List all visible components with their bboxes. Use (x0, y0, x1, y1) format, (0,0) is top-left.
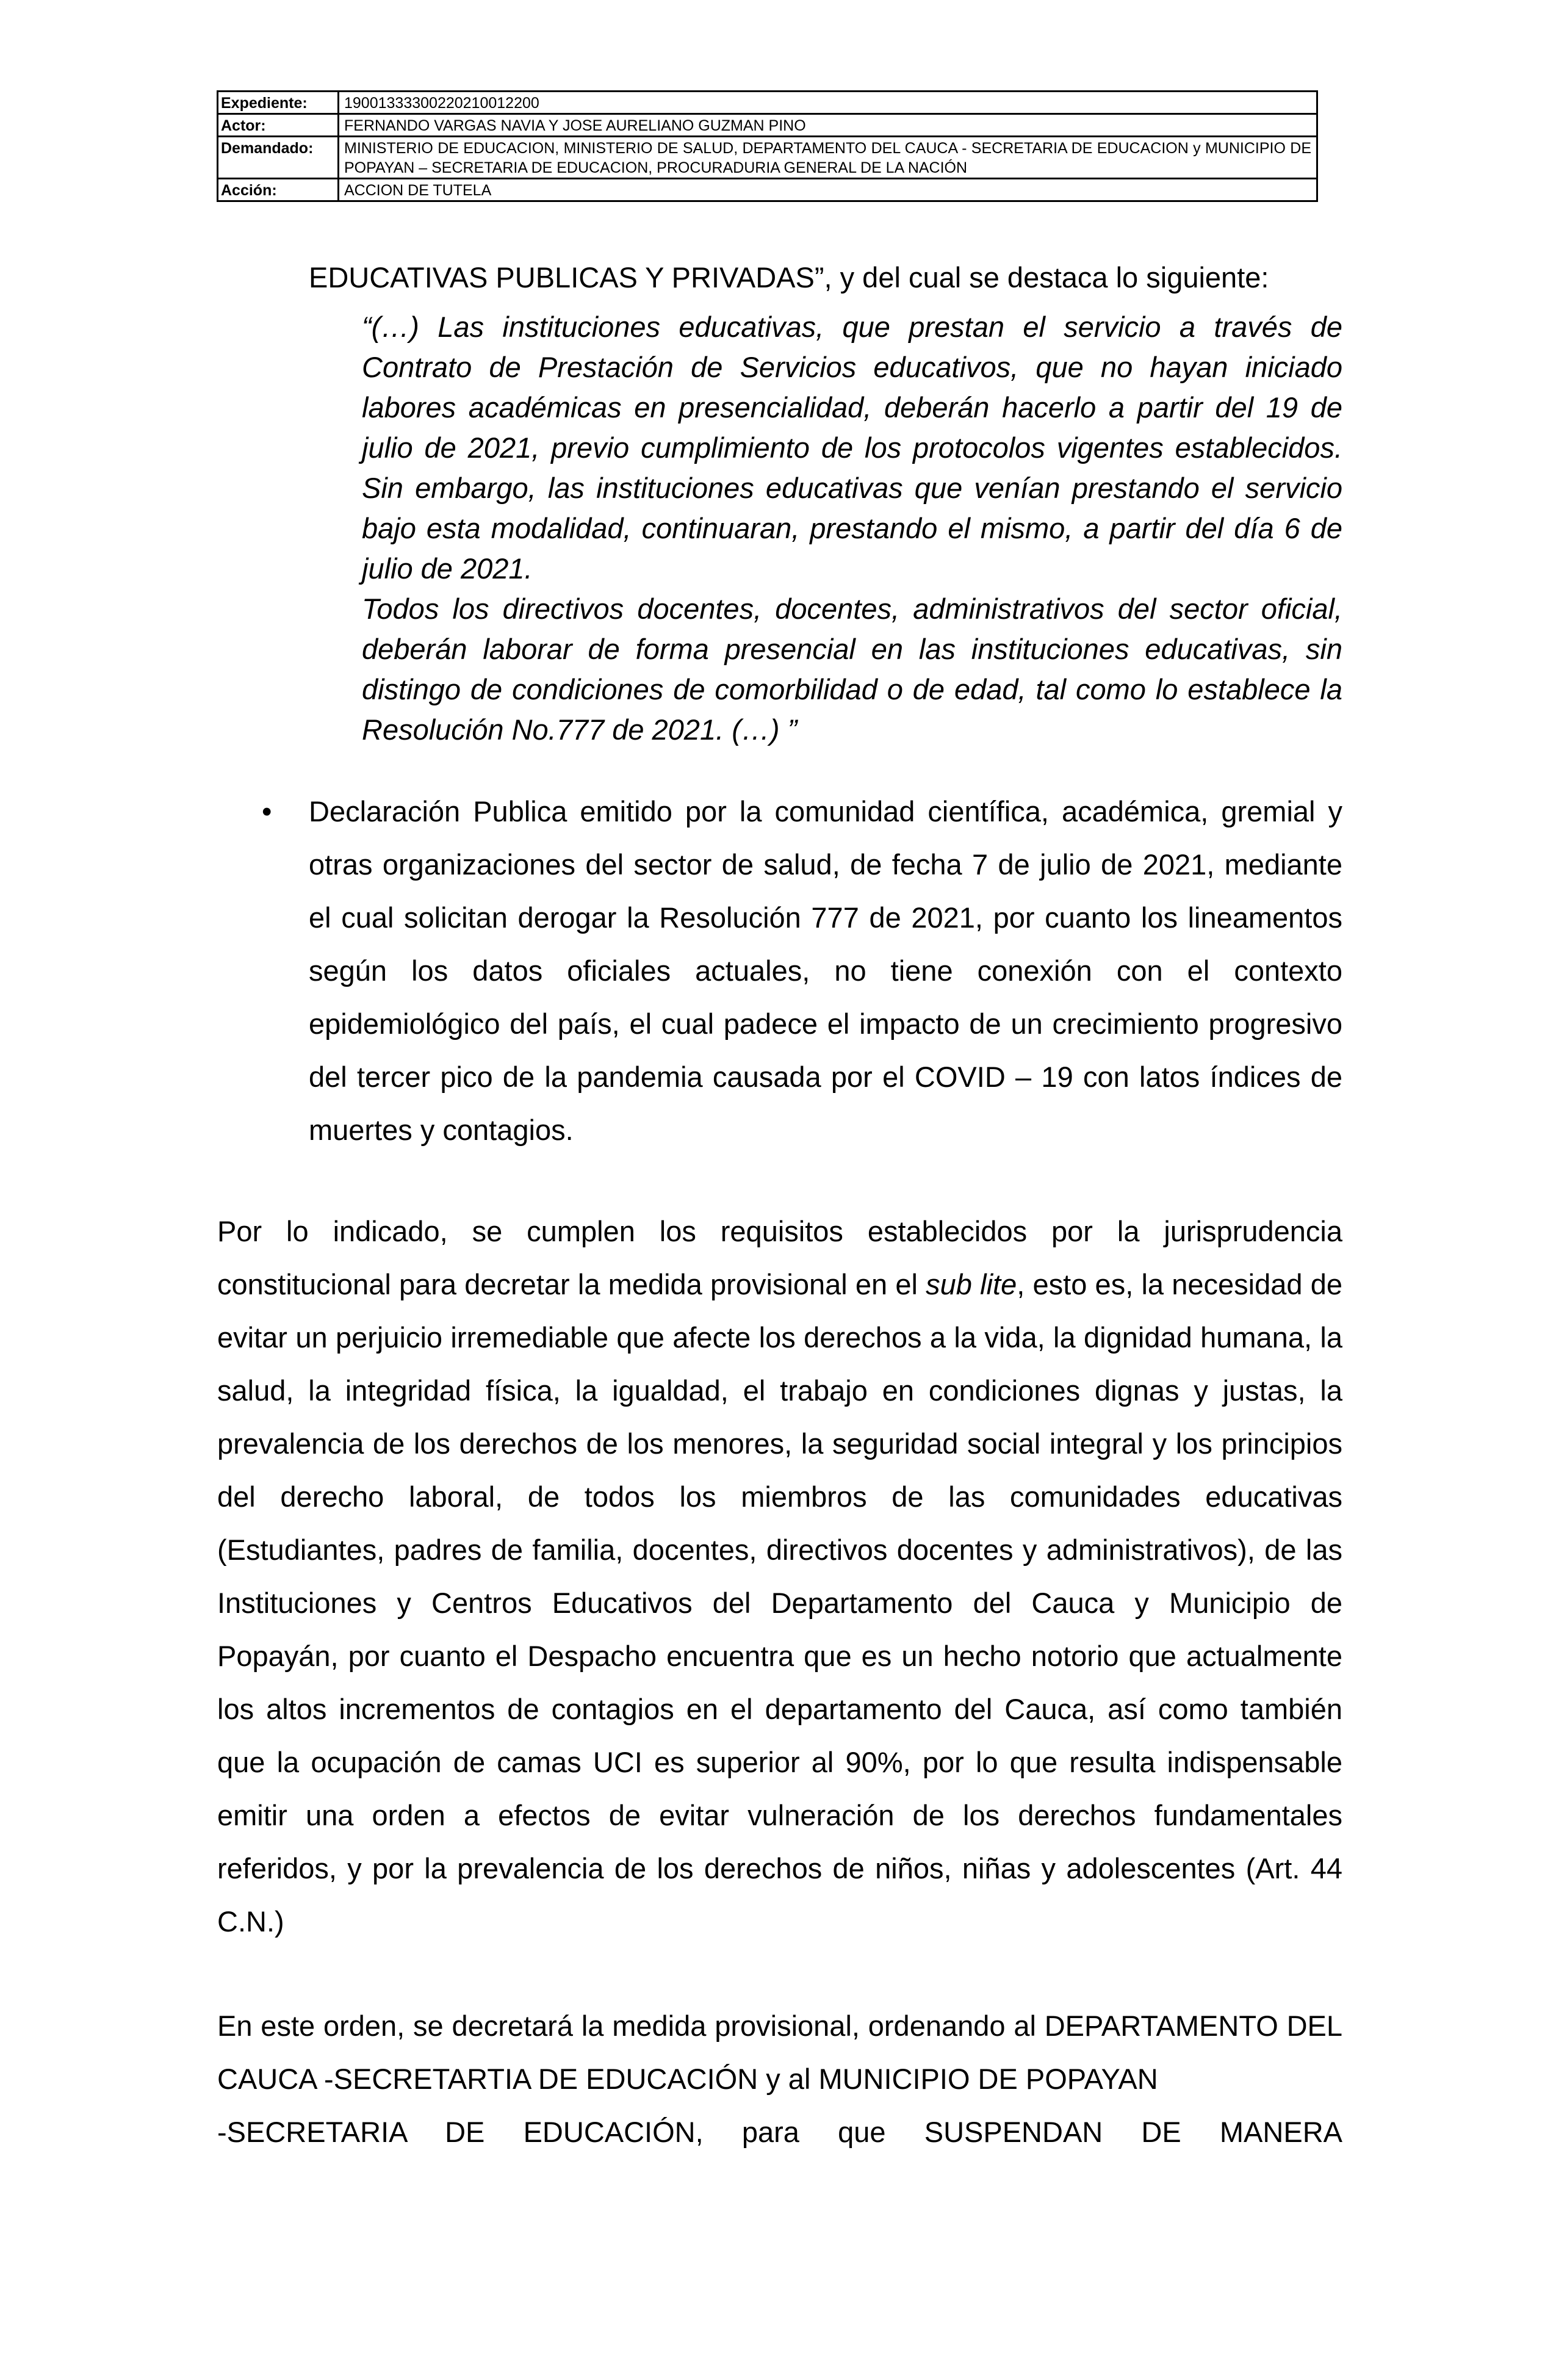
paragraph-requisitos (217, 1205, 1342, 1948)
paragraph-text: En este orden, se decretará la medida provisional, ordenando al DEPARTAMENTO DEL CAUCA -SECRETARTIA DE EDUCACIÓN y al MUNICIPIO DE POPAYAN (217, 2010, 1342, 2095)
expediente-value: 19001333300220210012200 (339, 92, 1317, 114)
paragraph-text: Por lo indicado, se cumplen los requisitos establecidos por la jurisprudencia constitucional para decretar la medida provisional en el (217, 1215, 1342, 1300)
quote-paragraph-1: “(…) Las instituciones educativas, que prestan el servicio a través de Contrato de Prestación de Servicios educativos, que no hayan iniciado labores académicas en presencialidad, deberán hacerlo a partir del 19 de julio de 2021, previo cumplimiento de los protocolos vigentes establecidos. Sin embargo, las instituciones educativas que venían prestando el servicio bajo esta modalidad, continuaran, prestando el mismo, a partir del día 6 de julio de 2021. (362, 311, 1342, 585)
case-header-row (218, 179, 1317, 201)
case-header-row (218, 92, 1317, 114)
paragraph-medida-provisional (217, 1999, 1342, 2158)
lead-line: EDUCATIVAS PUBLICAS Y PRIVADAS”, y del cual se destaca lo siguiente: (309, 261, 1269, 294)
quoted-block (362, 307, 1342, 750)
actor-value: FERNANDO VARGAS NAVIA Y JOSE AURELIANO GUZMAN PINO (339, 114, 1317, 137)
quote-paragraph-2: Todos los directivos docentes, docentes, administrativos del sector oficial, deberán laborar de forma presencial en las instituciones educativas, sin distingo de condiciones de comorbilidad o de edad, tal como lo establece la Resolución No.777 de 2021. (…) ” (362, 593, 1342, 746)
accion-label: Acción: (218, 179, 339, 201)
case-header-row (218, 137, 1317, 179)
paragraph-last-line: -SECRETARIA DE EDUCACIÓN, para que SUSPENDAN DE MANERA (217, 2116, 1342, 2148)
bullet-icon: • (262, 795, 272, 828)
case-header-row (218, 114, 1317, 137)
bullet-item-declaracion: Declaración Publica emitido por la comunidad científica, académica, gremial y otras organizaciones del sector de salud, de fecha 7 de julio de 2021, mediante el cual solicitan derogar la Resolución 777 de 2021, por cuanto los lineamentos según los datos oficiales actuales, no tiene conexión con el contexto epidemiológico del país, el cual padece el impacto de un crecimiento progresivo del tercer pico de la pandemia causada por el COVID – 19 con latos índices de muertes y contagios. (309, 795, 1342, 1146)
paragraph-text: , esto es, la necesidad de evitar un perjuicio irremediable que afecte los derechos a la vida, la dignidad humana, la salud, la integridad física, la igualdad, el trabajo en condiciones dignas y justas, la prevalencia de los derechos de los menores, la seguridad social integral y los principios del derecho laboral, de todos los miembros de las comunidades educativas (Estudiantes, padres de familia, docentes, directivos docentes y administrativos), de las Instituciones y Centros Educativos del Departamento del Cauca y Municipio de Popayán, por cuanto el Despacho encuentra que es un hecho notorio que actualmente los altos incrementos de contagios en el departamento del Cauca, así como también que la ocupación de camas UCI es superior al 90%, por lo que resulta indispensable emitir una orden a efectos de evitar vulneración de los derechos fundamentales referidos, y por la prevalencia de los derechos de niños, niñas y adolescentes (Art. 44 C.N.) (217, 1268, 1342, 1938)
expediente-label: Expediente: (218, 92, 339, 114)
paragraph-italic-term: sub lite (926, 1268, 1017, 1300)
demandado-label: Demandado: (218, 137, 339, 179)
actor-label: Actor: (218, 114, 339, 137)
accion-value: ACCION DE TUTELA (339, 179, 1317, 201)
demandado-value: MINISTERIO DE EDUCACION, MINISTERIO DE SALUD, DEPARTAMENTO DEL CAUCA - SECRETARIA DE EDUCACION y MUNICIPIO DE POPAYAN – SECRETARIA DE EDUCACION, PROCURADURIA GENERAL DE LA NACIÓN (339, 137, 1317, 179)
case-header-table (217, 90, 1318, 202)
